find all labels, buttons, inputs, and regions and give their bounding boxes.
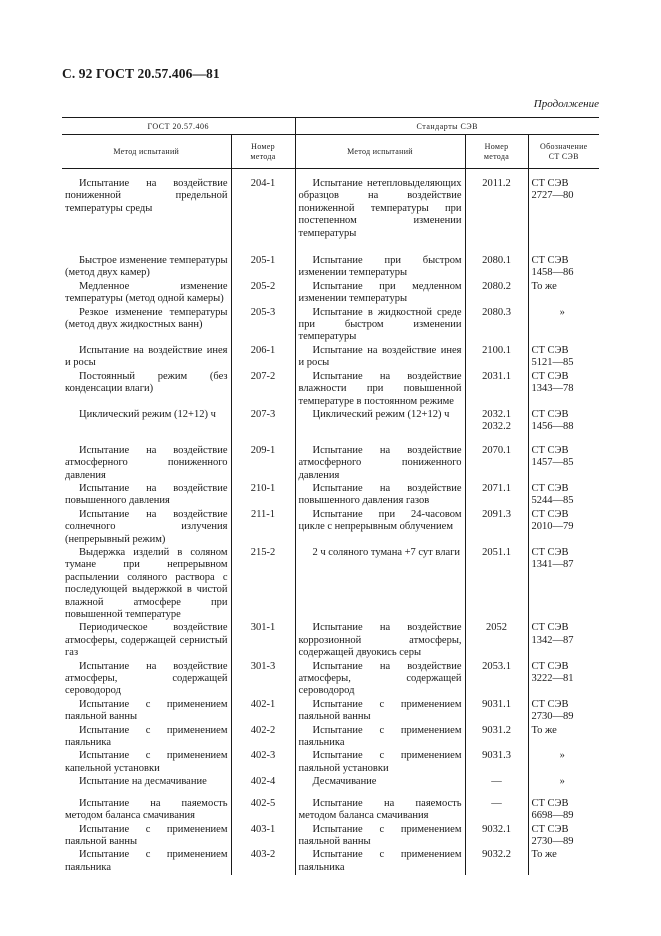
sev-method-cell: Испытание с применением паяльника <box>295 725 465 751</box>
method-cell: Испытание с применением паяльника <box>65 849 228 873</box>
sev-method-cell: Циклический режим (12+12) ч <box>295 409 465 435</box>
method-cell: Испытание на воздействие пониженной предельной температуры среды <box>65 178 228 214</box>
sev-code-cell: СТ СЭВ 2730—89 <box>528 824 599 850</box>
sev-method-cell: Испытание на воздействие коррозионной атмосферы, содержащей двуокись серы <box>295 622 465 660</box>
sev-code-cell: СТ СЭВ 1342—87 <box>528 622 599 660</box>
column-header-row <box>62 135 599 169</box>
sev-method-cell: Испытание на воздействие атмосферы, содержащей сероводород <box>295 661 465 699</box>
table-row <box>62 241 599 281</box>
sev-number-cell: 2031.1 <box>465 371 528 409</box>
sev-method-cell: 2 ч соляного тумана +7 сут влаги <box>295 547 465 622</box>
method-number-cell: 215-2 <box>231 547 295 622</box>
page-header: С. 92 ГОСТ 20.57.406—81 <box>62 66 220 81</box>
method-number-cell: 211-1 <box>231 509 295 547</box>
method-number-cell: 301-1 <box>231 622 295 660</box>
sev-code-cell: » <box>528 776 599 789</box>
sev-method-cell: Испытание на паяемость методом баланса смачивания <box>295 790 465 824</box>
sev-code-cell: СТ СЭВ 5244—85 <box>528 483 599 509</box>
method-number-cell: 402-2 <box>231 725 295 751</box>
sev-method-cell: Десмачивание <box>295 776 465 789</box>
table-row <box>62 178 599 241</box>
continuation-label: Продолжение <box>533 98 599 110</box>
method-cell: Испытание на воздействие атмосферы, содержащей сероводород <box>65 660 228 697</box>
sev-code-cell: СТ СЭВ 2010—79 <box>528 509 599 547</box>
sev-code-cell: СТ СЭВ 3222—81 <box>528 661 599 699</box>
sev-code-cell: СТ СЭВ 1456—88 <box>528 409 599 435</box>
sev-method-cell: Испытание с применением паяльной установки <box>295 750 465 776</box>
method-cell: Испытание с применением капельной установки <box>65 750 228 774</box>
sev-number-cell: — <box>465 790 528 824</box>
sev-number-cell: 9031.2 <box>465 725 528 751</box>
method-cell: Медленное изменение температуры (метод одной камеры) <box>65 280 228 305</box>
sev-method-cell: Испытание при быстром изменении температуры <box>295 241 465 281</box>
sev-number-cell: 2053.1 <box>465 661 528 699</box>
group-header-row <box>62 118 599 135</box>
method-number-cell: 207-3 <box>231 409 295 435</box>
method-number-cell: 402-3 <box>231 750 295 776</box>
sev-method-cell: Испытание на воздействие повышенного давления газов <box>295 483 465 509</box>
method-cell: Испытание на десмачивание <box>79 776 207 788</box>
sev-number-cell: 2032.1 2032.2 <box>465 409 528 435</box>
method-cell: Испытание на воздействие повышенного давления <box>65 482 228 507</box>
sev-method-cell: Испытание при медленном изменении температуры <box>295 281 465 307</box>
sev-number-cell: 2070.1 <box>465 435 528 483</box>
col-header-sev-method: Метод испытаний <box>295 135 465 169</box>
method-number-cell: 206-1 <box>231 345 295 371</box>
sev-code-cell: То же <box>528 281 599 307</box>
sev-number-cell: 2011.2 <box>465 178 528 241</box>
col-header-code: Обозначение СТ СЭВ <box>528 135 599 169</box>
sev-number-cell: 2080.2 <box>465 281 528 307</box>
method-cell: Быстрое изменение температуры (метод двух камер) <box>65 255 228 279</box>
method-number-cell: 205-3 <box>231 307 295 345</box>
table-row <box>62 547 599 622</box>
sev-code-cell: СТ СЭВ 1457—85 <box>528 435 599 483</box>
sev-code-cell: То же <box>528 725 599 751</box>
method-number-cell: 301-3 <box>231 661 295 699</box>
table-row <box>62 345 599 371</box>
table-row <box>62 725 599 751</box>
method-number-cell: 207-2 <box>231 371 295 409</box>
method-number-cell: 205-2 <box>231 281 295 307</box>
table-row <box>62 622 599 660</box>
method-cell: Периодическое воздействие атмосферы, содержащей сернистый газ <box>65 622 228 659</box>
method-cell: Испытание на воздействие солнечного излучения (непрерывный режим) <box>65 508 228 545</box>
sev-code-cell: То же <box>528 849 599 875</box>
sev-number-cell: 2071.1 <box>465 483 528 509</box>
group-header-sev: Стандарты СЭВ <box>295 118 599 135</box>
sev-number-cell: 2052 <box>465 622 528 660</box>
table-row <box>62 509 599 547</box>
sev-number-cell: 9031.1 <box>465 699 528 725</box>
table-row <box>62 661 599 699</box>
sev-number-cell: — <box>465 776 528 789</box>
sev-method-cell: Испытание нетепловыделяющих образцов на воздействие пониженной температуры при постепенном изменении температуры <box>295 178 465 241</box>
sev-code-cell: СТ СЭВ 2727—80 <box>528 178 599 241</box>
method-number-cell: 210-1 <box>231 483 295 509</box>
method-number-cell: 403-1 <box>231 824 295 850</box>
sev-method-cell: Испытание на воздействие атмосферного пониженного давления <box>295 435 465 483</box>
method-number-cell: 402-5 <box>231 790 295 824</box>
method-cell: Испытание с применением паяльной ванны <box>65 698 228 723</box>
table-row <box>62 307 599 345</box>
sev-code-cell: СТ СЭВ 6698—89 <box>528 790 599 824</box>
sev-code-cell: СТ СЭВ 1458—86 <box>528 241 599 281</box>
method-number-cell: 402-1 <box>231 699 295 725</box>
sev-code-cell: » <box>528 307 599 345</box>
sev-number-cell: 2051.1 <box>465 547 528 622</box>
sev-number-cell: 2100.1 <box>465 345 528 371</box>
sev-number-cell: 9032.2 <box>465 849 528 875</box>
sev-code-cell: СТ СЭВ 1341—87 <box>528 547 599 622</box>
sev-method-cell: Испытание на воздействие инея и росы <box>295 345 465 371</box>
method-cell: Резкое изменение температуры (метод двух жидкостных ванн) <box>65 306 228 331</box>
table-row <box>62 483 599 509</box>
comparison-table <box>62 117 599 875</box>
method-number-cell: 205-1 <box>231 241 295 281</box>
table-row <box>62 699 599 725</box>
table-row <box>62 776 599 789</box>
method-cell: Постоянный режим (без конденсации влаги) <box>65 370 228 395</box>
sev-number-cell: 9032.1 <box>465 824 528 850</box>
sev-method-cell: Испытание с применением паяльника <box>295 849 465 875</box>
sev-code-cell: СТ СЭВ 2730—89 <box>528 699 599 725</box>
sev-code-cell: СТ СЭВ 5121—85 <box>528 345 599 371</box>
sev-number-cell: 2080.3 <box>465 307 528 345</box>
sev-number-cell: 2080.1 <box>465 241 528 281</box>
group-header-gost: ГОСТ 20.57.406 <box>62 118 295 135</box>
sev-code-cell: » <box>528 750 599 776</box>
method-cell: Испытание на паяемость методом баланса смачивания <box>65 797 228 822</box>
col-header-number: Номер метода <box>231 135 295 169</box>
sev-method-cell: Испытание при 24-часовом цикле с непрерывным облучением <box>295 509 465 547</box>
method-number-cell: 403-2 <box>231 849 295 875</box>
table-row <box>62 281 599 307</box>
sev-number-cell: 2091.3 <box>465 509 528 547</box>
method-cell: Испытание на воздействие инея и росы <box>65 344 228 369</box>
method-number-cell: 204-1 <box>231 178 295 241</box>
table-row <box>62 371 599 409</box>
sev-method-cell: Испытание с применением паяльной ванны <box>295 824 465 850</box>
sev-number-cell: 9031.3 <box>465 750 528 776</box>
sev-method-cell: Испытание с применением паяльной ванны <box>295 699 465 725</box>
col-header-sev-number: Номер метода <box>465 135 528 169</box>
table-row <box>62 849 599 875</box>
method-cell: Испытание с применением паяльника <box>65 724 228 749</box>
method-cell: Циклический режим (12+12) ч <box>79 408 216 420</box>
method-cell: Выдержка изделий в соляном тумане при непрерывном распылении соляного раствора с последующей выдержкой в чистой влажной атмосфере при повышенной температуре <box>65 546 228 620</box>
col-header-method: Метод испытаний <box>62 135 231 169</box>
table-row <box>62 435 599 483</box>
table-row <box>62 750 599 776</box>
method-cell: Испытание с применением паяльной ванны <box>65 823 228 847</box>
table-row <box>62 790 599 824</box>
sev-method-cell: Испытание на воздействие влажности при повышенной температуре в постоянном режиме <box>295 371 465 409</box>
method-number-cell: 209-1 <box>231 435 295 483</box>
table-row <box>62 824 599 850</box>
sev-code-cell: СТ СЭВ 1343—78 <box>528 371 599 409</box>
table-row <box>62 409 599 435</box>
method-cell: Испытание на воздействие атмосферного пониженного давления <box>65 444 228 481</box>
method-number-cell: 402-4 <box>231 776 295 789</box>
sev-method-cell: Испытание в жидкостной среде при быстром изменении температуры <box>295 307 465 345</box>
